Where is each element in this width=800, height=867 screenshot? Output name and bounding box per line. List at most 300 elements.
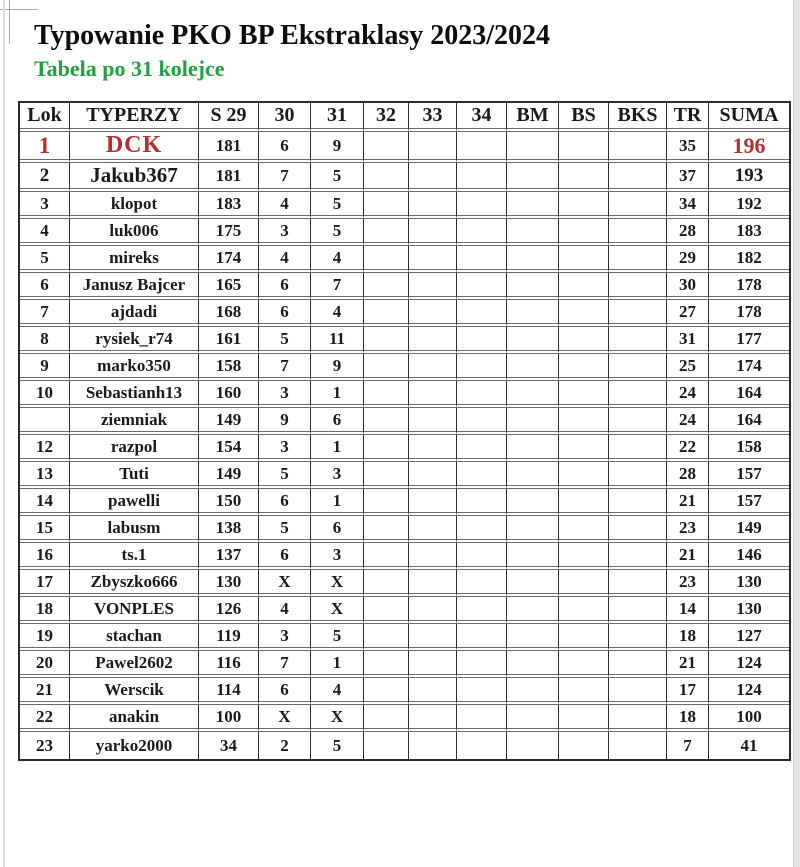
score-cell xyxy=(609,408,667,435)
score-cell xyxy=(364,435,409,462)
score-cell xyxy=(364,192,409,219)
score-cell: 161 xyxy=(199,327,259,354)
tr-points-cell: 14 xyxy=(667,597,709,624)
score-cell xyxy=(559,300,609,327)
tr-points-cell: 23 xyxy=(667,570,709,597)
score-cell: 1 xyxy=(311,435,364,462)
score-cell xyxy=(409,705,457,732)
score-cell: 5 xyxy=(259,462,311,489)
suma-points-cell: 100 xyxy=(709,705,789,732)
score-cell: 4 xyxy=(259,192,311,219)
score-cell xyxy=(457,354,507,381)
typer-name-cell: stachan xyxy=(70,624,199,651)
score-cell xyxy=(609,300,667,327)
rank-cell: 19 xyxy=(20,624,70,651)
score-cell xyxy=(507,132,559,163)
typer-name-cell: klopot xyxy=(70,192,199,219)
score-cell: 130 xyxy=(199,570,259,597)
table-row xyxy=(20,219,789,246)
score-cell: 5 xyxy=(259,327,311,354)
tr-points-cell: 28 xyxy=(667,462,709,489)
score-cell xyxy=(457,192,507,219)
score-cell xyxy=(507,327,559,354)
score-cell xyxy=(364,408,409,435)
rank-cell: 9 xyxy=(20,354,70,381)
score-cell xyxy=(364,651,409,678)
tr-points-cell: 17 xyxy=(667,678,709,705)
score-cell xyxy=(457,435,507,462)
rank-cell: 10 xyxy=(20,381,70,408)
tr-points-cell: 7 xyxy=(667,732,709,759)
score-cell: 1 xyxy=(311,381,364,408)
column-header-bks: BKS xyxy=(609,103,667,132)
score-cell xyxy=(457,597,507,624)
typer-name-cell: Janusz Bajcer xyxy=(70,273,199,300)
table-body xyxy=(20,132,789,759)
table-row xyxy=(20,516,789,543)
suma-points-cell: 177 xyxy=(709,327,789,354)
score-cell xyxy=(609,163,667,192)
page-corner-mark-horizontal xyxy=(0,9,38,10)
suma-points-cell: 183 xyxy=(709,219,789,246)
column-header-30: 30 xyxy=(259,103,311,132)
tr-points-cell: 37 xyxy=(667,163,709,192)
score-cell xyxy=(559,192,609,219)
suma-points-cell: 192 xyxy=(709,192,789,219)
score-cell xyxy=(609,327,667,354)
table-row xyxy=(20,246,789,273)
score-cell: 100 xyxy=(199,705,259,732)
page-title: Typowanie PKO BP Ekstraklasy 2023/2024 xyxy=(34,20,550,51)
score-cell xyxy=(609,651,667,678)
score-cell xyxy=(559,246,609,273)
score-cell xyxy=(559,489,609,516)
score-cell xyxy=(559,651,609,678)
score-cell: 6 xyxy=(311,408,364,435)
score-cell: 3 xyxy=(259,624,311,651)
suma-points-cell: 196 xyxy=(709,132,789,163)
score-cell: 7 xyxy=(259,163,311,192)
typer-name-cell: Zbyszko666 xyxy=(70,570,199,597)
score-cell xyxy=(559,624,609,651)
score-cell: 149 xyxy=(199,462,259,489)
column-header-tr: TR xyxy=(667,103,709,132)
column-header-bs: BS xyxy=(559,103,609,132)
table-row xyxy=(20,624,789,651)
score-cell xyxy=(559,163,609,192)
score-cell xyxy=(457,678,507,705)
typer-name-cell: Tuti xyxy=(70,462,199,489)
score-cell xyxy=(457,300,507,327)
rank-cell: 21 xyxy=(20,678,70,705)
column-header-bm: BM xyxy=(507,103,559,132)
score-cell xyxy=(559,570,609,597)
rank-cell: 1 xyxy=(20,132,70,163)
score-cell xyxy=(609,192,667,219)
rank-cell xyxy=(20,408,70,435)
suma-points-cell: 130 xyxy=(709,597,789,624)
score-cell xyxy=(364,516,409,543)
score-cell xyxy=(364,300,409,327)
score-cell xyxy=(609,435,667,462)
suma-points-cell: 164 xyxy=(709,381,789,408)
score-cell xyxy=(409,163,457,192)
score-cell: X xyxy=(311,570,364,597)
score-cell xyxy=(409,570,457,597)
score-cell xyxy=(409,273,457,300)
score-cell xyxy=(507,219,559,246)
score-cell: X xyxy=(311,705,364,732)
tr-points-cell: 24 xyxy=(667,381,709,408)
score-cell xyxy=(364,381,409,408)
table-row xyxy=(20,570,789,597)
score-cell xyxy=(559,219,609,246)
score-cell xyxy=(507,354,559,381)
score-cell xyxy=(364,132,409,163)
typer-name-cell: Werscik xyxy=(70,678,199,705)
score-cell: 154 xyxy=(199,435,259,462)
score-cell xyxy=(457,543,507,570)
typer-name-cell: ts.1 xyxy=(70,543,199,570)
score-cell xyxy=(609,462,667,489)
rank-cell: 7 xyxy=(20,300,70,327)
score-cell: 158 xyxy=(199,354,259,381)
score-cell: 3 xyxy=(311,543,364,570)
rank-cell: 16 xyxy=(20,543,70,570)
column-header-lok: Lok xyxy=(20,103,70,132)
score-cell: X xyxy=(311,597,364,624)
score-cell: 7 xyxy=(311,273,364,300)
suma-points-cell: 178 xyxy=(709,300,789,327)
typer-name-cell: Pawel2602 xyxy=(70,651,199,678)
table-row xyxy=(20,408,789,435)
score-cell xyxy=(609,516,667,543)
suma-points-cell: 124 xyxy=(709,678,789,705)
score-cell xyxy=(507,516,559,543)
score-cell xyxy=(507,163,559,192)
typer-name-cell: Jakub367 xyxy=(70,163,199,192)
column-header-31: 31 xyxy=(311,103,364,132)
tr-points-cell: 31 xyxy=(667,327,709,354)
score-cell xyxy=(609,678,667,705)
score-cell: 183 xyxy=(199,192,259,219)
score-cell: 6 xyxy=(259,543,311,570)
score-cell xyxy=(559,132,609,163)
score-cell xyxy=(457,408,507,435)
table-row xyxy=(20,163,789,192)
score-cell xyxy=(409,354,457,381)
typer-name-cell: Sebastianh13 xyxy=(70,381,199,408)
score-cell: 150 xyxy=(199,489,259,516)
score-cell xyxy=(409,543,457,570)
score-cell xyxy=(409,489,457,516)
score-cell xyxy=(364,246,409,273)
score-cell: 160 xyxy=(199,381,259,408)
score-cell: 3 xyxy=(311,462,364,489)
score-cell: 9 xyxy=(311,354,364,381)
score-cell xyxy=(559,273,609,300)
table-row xyxy=(20,597,789,624)
score-cell xyxy=(507,489,559,516)
score-cell xyxy=(457,327,507,354)
score-cell xyxy=(364,219,409,246)
column-header-typerzy: TYPERZY xyxy=(70,103,199,132)
table-row xyxy=(20,132,789,163)
score-cell xyxy=(507,381,559,408)
rank-cell: 15 xyxy=(20,516,70,543)
table-row xyxy=(20,705,789,732)
standings-table xyxy=(18,101,791,761)
score-cell xyxy=(609,570,667,597)
score-cell xyxy=(507,624,559,651)
score-cell xyxy=(559,462,609,489)
score-cell xyxy=(457,705,507,732)
score-cell: 119 xyxy=(199,624,259,651)
score-cell xyxy=(507,300,559,327)
score-cell xyxy=(507,462,559,489)
tr-points-cell: 22 xyxy=(667,435,709,462)
table-row xyxy=(20,651,789,678)
table-row xyxy=(20,489,789,516)
table-row xyxy=(20,300,789,327)
typer-name-cell: razpol xyxy=(70,435,199,462)
score-cell: 3 xyxy=(259,435,311,462)
score-cell xyxy=(409,462,457,489)
score-cell xyxy=(507,543,559,570)
score-cell xyxy=(364,327,409,354)
score-cell xyxy=(364,462,409,489)
score-cell xyxy=(364,163,409,192)
suma-points-cell: 146 xyxy=(709,543,789,570)
score-cell xyxy=(409,516,457,543)
score-cell xyxy=(457,570,507,597)
score-cell xyxy=(559,705,609,732)
score-cell xyxy=(609,705,667,732)
tr-points-cell: 21 xyxy=(667,651,709,678)
score-cell xyxy=(409,435,457,462)
score-cell xyxy=(609,273,667,300)
score-cell xyxy=(559,381,609,408)
typer-name-cell: VONPLES xyxy=(70,597,199,624)
score-cell xyxy=(457,132,507,163)
score-cell xyxy=(559,327,609,354)
score-cell xyxy=(409,327,457,354)
score-cell: 114 xyxy=(199,678,259,705)
score-cell xyxy=(409,732,457,759)
suma-points-cell: 193 xyxy=(709,163,789,192)
table-header-row xyxy=(20,103,789,132)
score-cell xyxy=(364,273,409,300)
table-row xyxy=(20,543,789,570)
score-cell: 5 xyxy=(311,163,364,192)
score-cell: 6 xyxy=(259,132,311,163)
score-cell xyxy=(364,597,409,624)
score-cell xyxy=(507,678,559,705)
score-cell xyxy=(457,381,507,408)
score-cell xyxy=(507,597,559,624)
score-cell xyxy=(364,705,409,732)
score-cell xyxy=(559,435,609,462)
score-cell xyxy=(457,516,507,543)
page-subtitle: Tabela po 31 kolejce xyxy=(34,56,225,81)
score-cell xyxy=(559,408,609,435)
suma-points-cell: 127 xyxy=(709,624,789,651)
score-cell: 168 xyxy=(199,300,259,327)
score-cell: 1 xyxy=(311,651,364,678)
score-cell xyxy=(409,408,457,435)
score-cell: 3 xyxy=(259,219,311,246)
table-row xyxy=(20,381,789,408)
tr-points-cell: 35 xyxy=(667,132,709,163)
rank-cell: 17 xyxy=(20,570,70,597)
typer-name-cell: anakin xyxy=(70,705,199,732)
suma-points-cell: 182 xyxy=(709,246,789,273)
score-cell xyxy=(409,381,457,408)
score-cell xyxy=(409,219,457,246)
score-cell: 2 xyxy=(259,732,311,759)
column-header-s-29: S 29 xyxy=(199,103,259,132)
page-right-edge xyxy=(793,0,800,867)
suma-points-cell: 158 xyxy=(709,435,789,462)
column-header-34: 34 xyxy=(457,103,507,132)
score-cell xyxy=(507,246,559,273)
score-cell xyxy=(409,624,457,651)
score-cell xyxy=(609,132,667,163)
score-cell xyxy=(609,354,667,381)
score-cell: X xyxy=(259,570,311,597)
typer-name-cell: labusm xyxy=(70,516,199,543)
rank-cell: 14 xyxy=(20,489,70,516)
score-cell: 6 xyxy=(259,678,311,705)
score-cell xyxy=(457,462,507,489)
page-left-edge xyxy=(3,0,5,867)
score-cell xyxy=(364,678,409,705)
score-cell: 4 xyxy=(311,246,364,273)
score-cell xyxy=(409,246,457,273)
score-cell: X xyxy=(259,705,311,732)
score-cell xyxy=(507,705,559,732)
table-row xyxy=(20,327,789,354)
page-corner-mark-vertical xyxy=(9,0,10,44)
typer-name-cell: marko350 xyxy=(70,354,199,381)
score-cell: 174 xyxy=(199,246,259,273)
suma-points-cell: 174 xyxy=(709,354,789,381)
score-cell: 4 xyxy=(259,246,311,273)
score-cell: 11 xyxy=(311,327,364,354)
score-cell xyxy=(457,246,507,273)
score-cell: 5 xyxy=(311,732,364,759)
rank-cell: 13 xyxy=(20,462,70,489)
score-cell: 181 xyxy=(199,163,259,192)
score-cell: 6 xyxy=(259,273,311,300)
score-cell xyxy=(609,246,667,273)
score-cell: 5 xyxy=(311,192,364,219)
score-cell: 3 xyxy=(259,381,311,408)
suma-points-cell: 41 xyxy=(740,735,758,755)
score-cell: 34 xyxy=(199,732,259,759)
rank-cell: 8 xyxy=(20,327,70,354)
suma-points-cell: 149 xyxy=(709,516,789,543)
tr-points-cell: 21 xyxy=(667,489,709,516)
score-cell xyxy=(457,219,507,246)
score-cell: 6 xyxy=(259,489,311,516)
rank-cell: 20 xyxy=(20,651,70,678)
score-cell xyxy=(609,597,667,624)
score-cell xyxy=(457,624,507,651)
score-cell xyxy=(559,597,609,624)
score-cell xyxy=(364,624,409,651)
tr-points-cell: 24 xyxy=(667,408,709,435)
score-cell xyxy=(507,651,559,678)
score-cell: 4 xyxy=(259,597,311,624)
typer-name-cell: yarko2000 xyxy=(70,732,199,759)
score-cell: 181 xyxy=(199,132,259,163)
tr-points-cell: 23 xyxy=(667,516,709,543)
tr-points-cell: 29 xyxy=(667,246,709,273)
rank-cell: 22 xyxy=(20,705,70,732)
score-cell xyxy=(409,651,457,678)
score-cell: 138 xyxy=(199,516,259,543)
suma-points-cell: 164 xyxy=(709,408,789,435)
table-row xyxy=(20,354,789,381)
tr-points-cell: 18 xyxy=(667,705,709,732)
score-cell: 7 xyxy=(259,354,311,381)
score-cell xyxy=(559,354,609,381)
tr-points-cell: 18 xyxy=(667,624,709,651)
rank-cell: 18 xyxy=(20,597,70,624)
score-cell xyxy=(457,732,507,759)
rank-cell: 3 xyxy=(20,192,70,219)
score-cell: 9 xyxy=(311,132,364,163)
score-cell: 5 xyxy=(311,624,364,651)
table-row xyxy=(20,678,789,705)
score-cell: 4 xyxy=(311,678,364,705)
suma-points-cell: 124 xyxy=(709,651,789,678)
score-cell xyxy=(507,408,559,435)
score-cell xyxy=(409,192,457,219)
score-cell: 175 xyxy=(199,219,259,246)
score-cell: 5 xyxy=(259,516,311,543)
suma-points-cell: 178 xyxy=(709,273,789,300)
score-cell xyxy=(457,489,507,516)
score-cell xyxy=(457,273,507,300)
score-cell xyxy=(364,732,409,759)
suma-points-cell: 157 xyxy=(709,462,789,489)
score-cell: 4 xyxy=(311,300,364,327)
score-cell xyxy=(559,543,609,570)
score-cell: 1 xyxy=(311,489,364,516)
typer-name-cell: mireks xyxy=(70,246,199,273)
typer-name-cell: rysiek_r74 xyxy=(70,327,199,354)
score-cell xyxy=(609,732,667,759)
score-cell: 126 xyxy=(199,597,259,624)
score-cell xyxy=(507,732,559,759)
score-cell: 116 xyxy=(199,651,259,678)
suma-points-cell: 157 xyxy=(709,489,789,516)
score-cell: 6 xyxy=(311,516,364,543)
score-cell: 5 xyxy=(311,219,364,246)
table-row xyxy=(20,273,789,300)
score-cell xyxy=(609,489,667,516)
score-cell xyxy=(559,516,609,543)
score-cell: 137 xyxy=(199,543,259,570)
typer-name-cell: DCK xyxy=(70,132,199,163)
score-cell xyxy=(609,219,667,246)
score-cell xyxy=(507,570,559,597)
tr-points-cell: 21 xyxy=(667,543,709,570)
table-row xyxy=(20,732,789,759)
rank-cell: 2 xyxy=(20,163,70,192)
